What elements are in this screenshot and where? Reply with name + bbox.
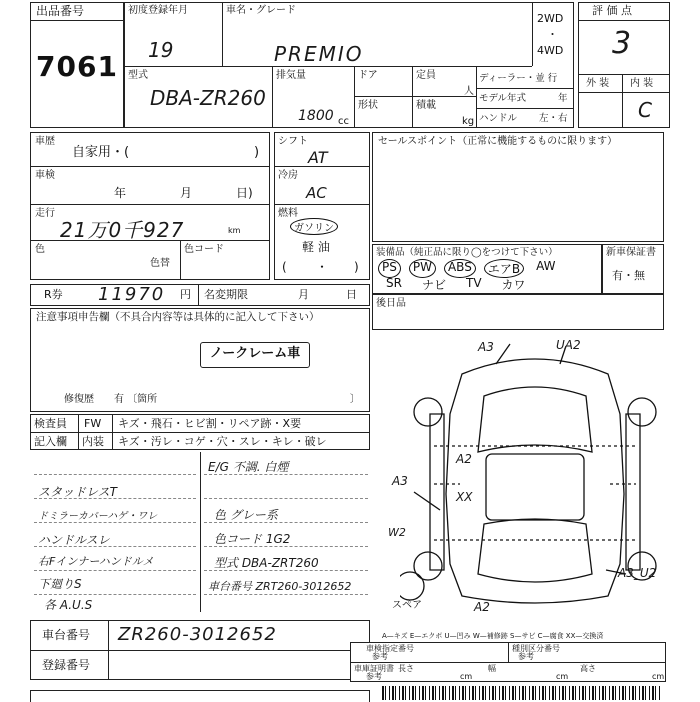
car-name-label: 車名・グレード	[226, 5, 296, 16]
reg-number-label: 登録番号	[42, 658, 91, 672]
drive-dot: ・	[547, 28, 558, 41]
equip-aw: AW	[536, 259, 556, 273]
equip-airbag: エアB	[484, 259, 524, 278]
recycle-unit: 円	[180, 288, 191, 301]
equip-tv: TV	[465, 276, 482, 290]
width-unit: cm	[556, 672, 569, 681]
grade-label: 評 価 点	[592, 4, 632, 17]
inspector-interior: 内装	[82, 435, 104, 448]
equip-leather: カワ	[501, 278, 526, 292]
model-year-label: モデル年式	[479, 93, 527, 104]
grade-value: 3	[612, 26, 632, 61]
interior-value: C	[638, 98, 652, 122]
mileage-label: 走行	[35, 208, 55, 219]
ac-label: 冷房	[278, 170, 298, 181]
fuel-option: 軽 油	[302, 240, 330, 254]
inspector-fw: FW	[84, 417, 102, 430]
diagram-mark-a2-bottom: A2	[474, 600, 490, 614]
name-change-month: 月	[298, 288, 309, 301]
car-name-value: PREMIO	[274, 42, 364, 66]
inspection-label: 車検	[35, 170, 55, 181]
warranty-value: 有・無	[612, 269, 645, 282]
lot-label: 出品番号	[36, 4, 85, 18]
mileage-value: 21万0千927	[60, 218, 185, 242]
color-change-label: 色替	[150, 258, 170, 269]
name-change-day: 日	[346, 288, 357, 301]
remark-left-5: 下廻りS	[38, 577, 82, 591]
height-label: 高さ	[580, 664, 596, 673]
door-label: ドア	[358, 70, 378, 81]
remark-right-3: 色コード 1G2	[214, 532, 291, 546]
shift-label: シフト	[278, 136, 308, 147]
model-value: DBA-ZR260	[150, 86, 266, 110]
sales-points-box	[372, 132, 664, 242]
mileage-unit: km	[228, 226, 241, 235]
notes-label: 注意事項申告欄（不具合内容等は具体的に記入して下さい）	[36, 311, 320, 323]
remark-right-2: 色 グレー系	[214, 508, 278, 522]
inspector-interior-text: キズ・汚レ・コゲ・穴・スレ・キレ・破レ	[118, 435, 327, 448]
recycle-box	[30, 284, 370, 306]
shape-label: 形状	[358, 100, 378, 111]
warranty-label: 新車保証書	[606, 247, 656, 258]
fuel-value	[290, 218, 338, 235]
equip-ps: PS	[378, 259, 401, 278]
inspector-fw-text: キズ・飛石・ヒビ割・リペア跡・X要	[118, 417, 302, 430]
exterior-label: 外 装	[586, 78, 610, 89]
inspector-label-1: 検査員	[34, 417, 67, 430]
load-unit: kg	[462, 116, 475, 127]
fuel-paren-dot: ・	[316, 260, 329, 274]
equip-abs: ABS	[444, 259, 476, 278]
history-label: 車歴	[35, 136, 55, 147]
spec-label: 車検指定番号	[366, 644, 414, 653]
model-label: 型式	[128, 70, 148, 81]
diagram-mark-xx: XX	[456, 490, 473, 504]
length-label: 長さ	[398, 664, 414, 673]
diagram-mark-a3-top: A3	[478, 340, 494, 354]
handle-value: 左・右	[539, 113, 568, 124]
handle-label: ハンドル	[479, 113, 518, 124]
inspection-year: 年	[114, 186, 127, 200]
legend-text: A—キズ E—エクボ U—凹み W—補修跡 S—サビ C—腐食 XX—交換済	[382, 632, 604, 640]
remark-left-6: 各 A.U.S	[44, 598, 93, 612]
displacement-label: 排気量	[276, 70, 306, 81]
load-label: 積載	[416, 100, 436, 111]
inspection-day: 日)	[236, 186, 253, 200]
diagram-mark-a3-left: A3	[392, 474, 408, 488]
seal-box	[372, 294, 664, 330]
first-reg-value: 19	[148, 38, 174, 62]
diagram-mark-a3-u2: A3_U2	[618, 566, 657, 580]
footer-strip	[30, 690, 370, 702]
repair-value: 有 〔箇所	[114, 394, 158, 405]
remark-left-1: スタッドレスT	[38, 485, 117, 499]
fuel-circle: ガソリン	[290, 218, 338, 235]
spec-sub: 参考	[372, 652, 388, 661]
recycle-label: R券	[44, 288, 63, 301]
displacement-unit: cc	[338, 116, 349, 127]
ac-value: AC	[306, 184, 327, 202]
drive-2wd: 2WD	[537, 12, 564, 25]
shift-value: AT	[308, 148, 328, 167]
model-year-unit: 年	[558, 93, 568, 104]
repair-close: 〕	[350, 394, 360, 405]
recycle-value: 11970	[98, 284, 166, 305]
capacity-unit: 人	[464, 86, 474, 97]
equipment-label: 装備品（純正品に限り◯をつけて下さい）	[376, 247, 558, 258]
interior-label: 内 装	[630, 78, 654, 89]
seal-label: 後日品	[376, 298, 406, 309]
lot-number: 7061	[36, 50, 118, 83]
color-label: 色	[35, 244, 45, 255]
history-value: 自家用・(	[72, 145, 130, 160]
chassis-label: 車台番号	[42, 628, 91, 642]
sales-points-label: セールスポイント（正常に機能するものに限ります）	[378, 136, 618, 147]
remark-left-3: ハンドルスレ	[38, 533, 110, 547]
equip-pw: PW	[409, 259, 436, 278]
diagram-mark-w2: W2	[388, 526, 406, 539]
remark-right-1: E/G 不調. 白煙	[208, 460, 289, 474]
garage-cert-sub: 参考	[366, 672, 382, 681]
drive-4wd: 4WD	[537, 44, 564, 57]
equip-navi: ナビ	[421, 278, 446, 292]
remark-left-4: 右Fインナーハンドルメ	[38, 555, 154, 568]
no-claim-stamp: ノークレーム車	[200, 342, 310, 368]
dealer-label: ディーラー・並 行	[479, 73, 558, 84]
capacity-label: 定員	[416, 70, 436, 81]
equipment-row2	[386, 276, 526, 293]
height-unit: cm	[652, 672, 665, 681]
inspector-label-2: 記入欄	[34, 435, 67, 448]
diagram-mark-a2-mid: A2	[456, 452, 472, 466]
remark-right-4: 型式 DBA-ZRT260	[214, 556, 319, 570]
remark-right-5: 車台番号 ZRT260-3012652	[208, 580, 352, 593]
displacement-value: 1800	[298, 108, 334, 124]
repair-label: 修復歴	[64, 394, 94, 405]
name-change-label: 名変期限	[204, 288, 248, 301]
category-label: 種別区分番号	[512, 644, 560, 653]
fuel-label: 燃料	[278, 208, 298, 219]
equip-sr: SR	[386, 276, 402, 290]
width-label: 幅	[488, 664, 496, 673]
fuel-paren-close: )	[354, 260, 359, 274]
category-sub: 参考	[518, 652, 534, 661]
barcode	[382, 686, 662, 700]
length-unit: cm	[460, 672, 473, 681]
fuel-paren-open: (	[282, 260, 287, 274]
diagram-mark-ua2: UA2	[556, 338, 581, 352]
remark-left-2: ドミラーカバーハゲ・ワレ	[38, 511, 158, 522]
garage-cert-label: 車庫証明書	[354, 664, 394, 673]
first-reg-label: 初度登録年月	[128, 5, 188, 16]
color-code-label: 色コード	[184, 244, 224, 255]
inspection-month: 月	[180, 186, 193, 200]
history-close: )	[254, 145, 260, 160]
spare-label: スペア	[392, 600, 422, 611]
chassis-value: ZR260-3012652	[118, 624, 277, 645]
